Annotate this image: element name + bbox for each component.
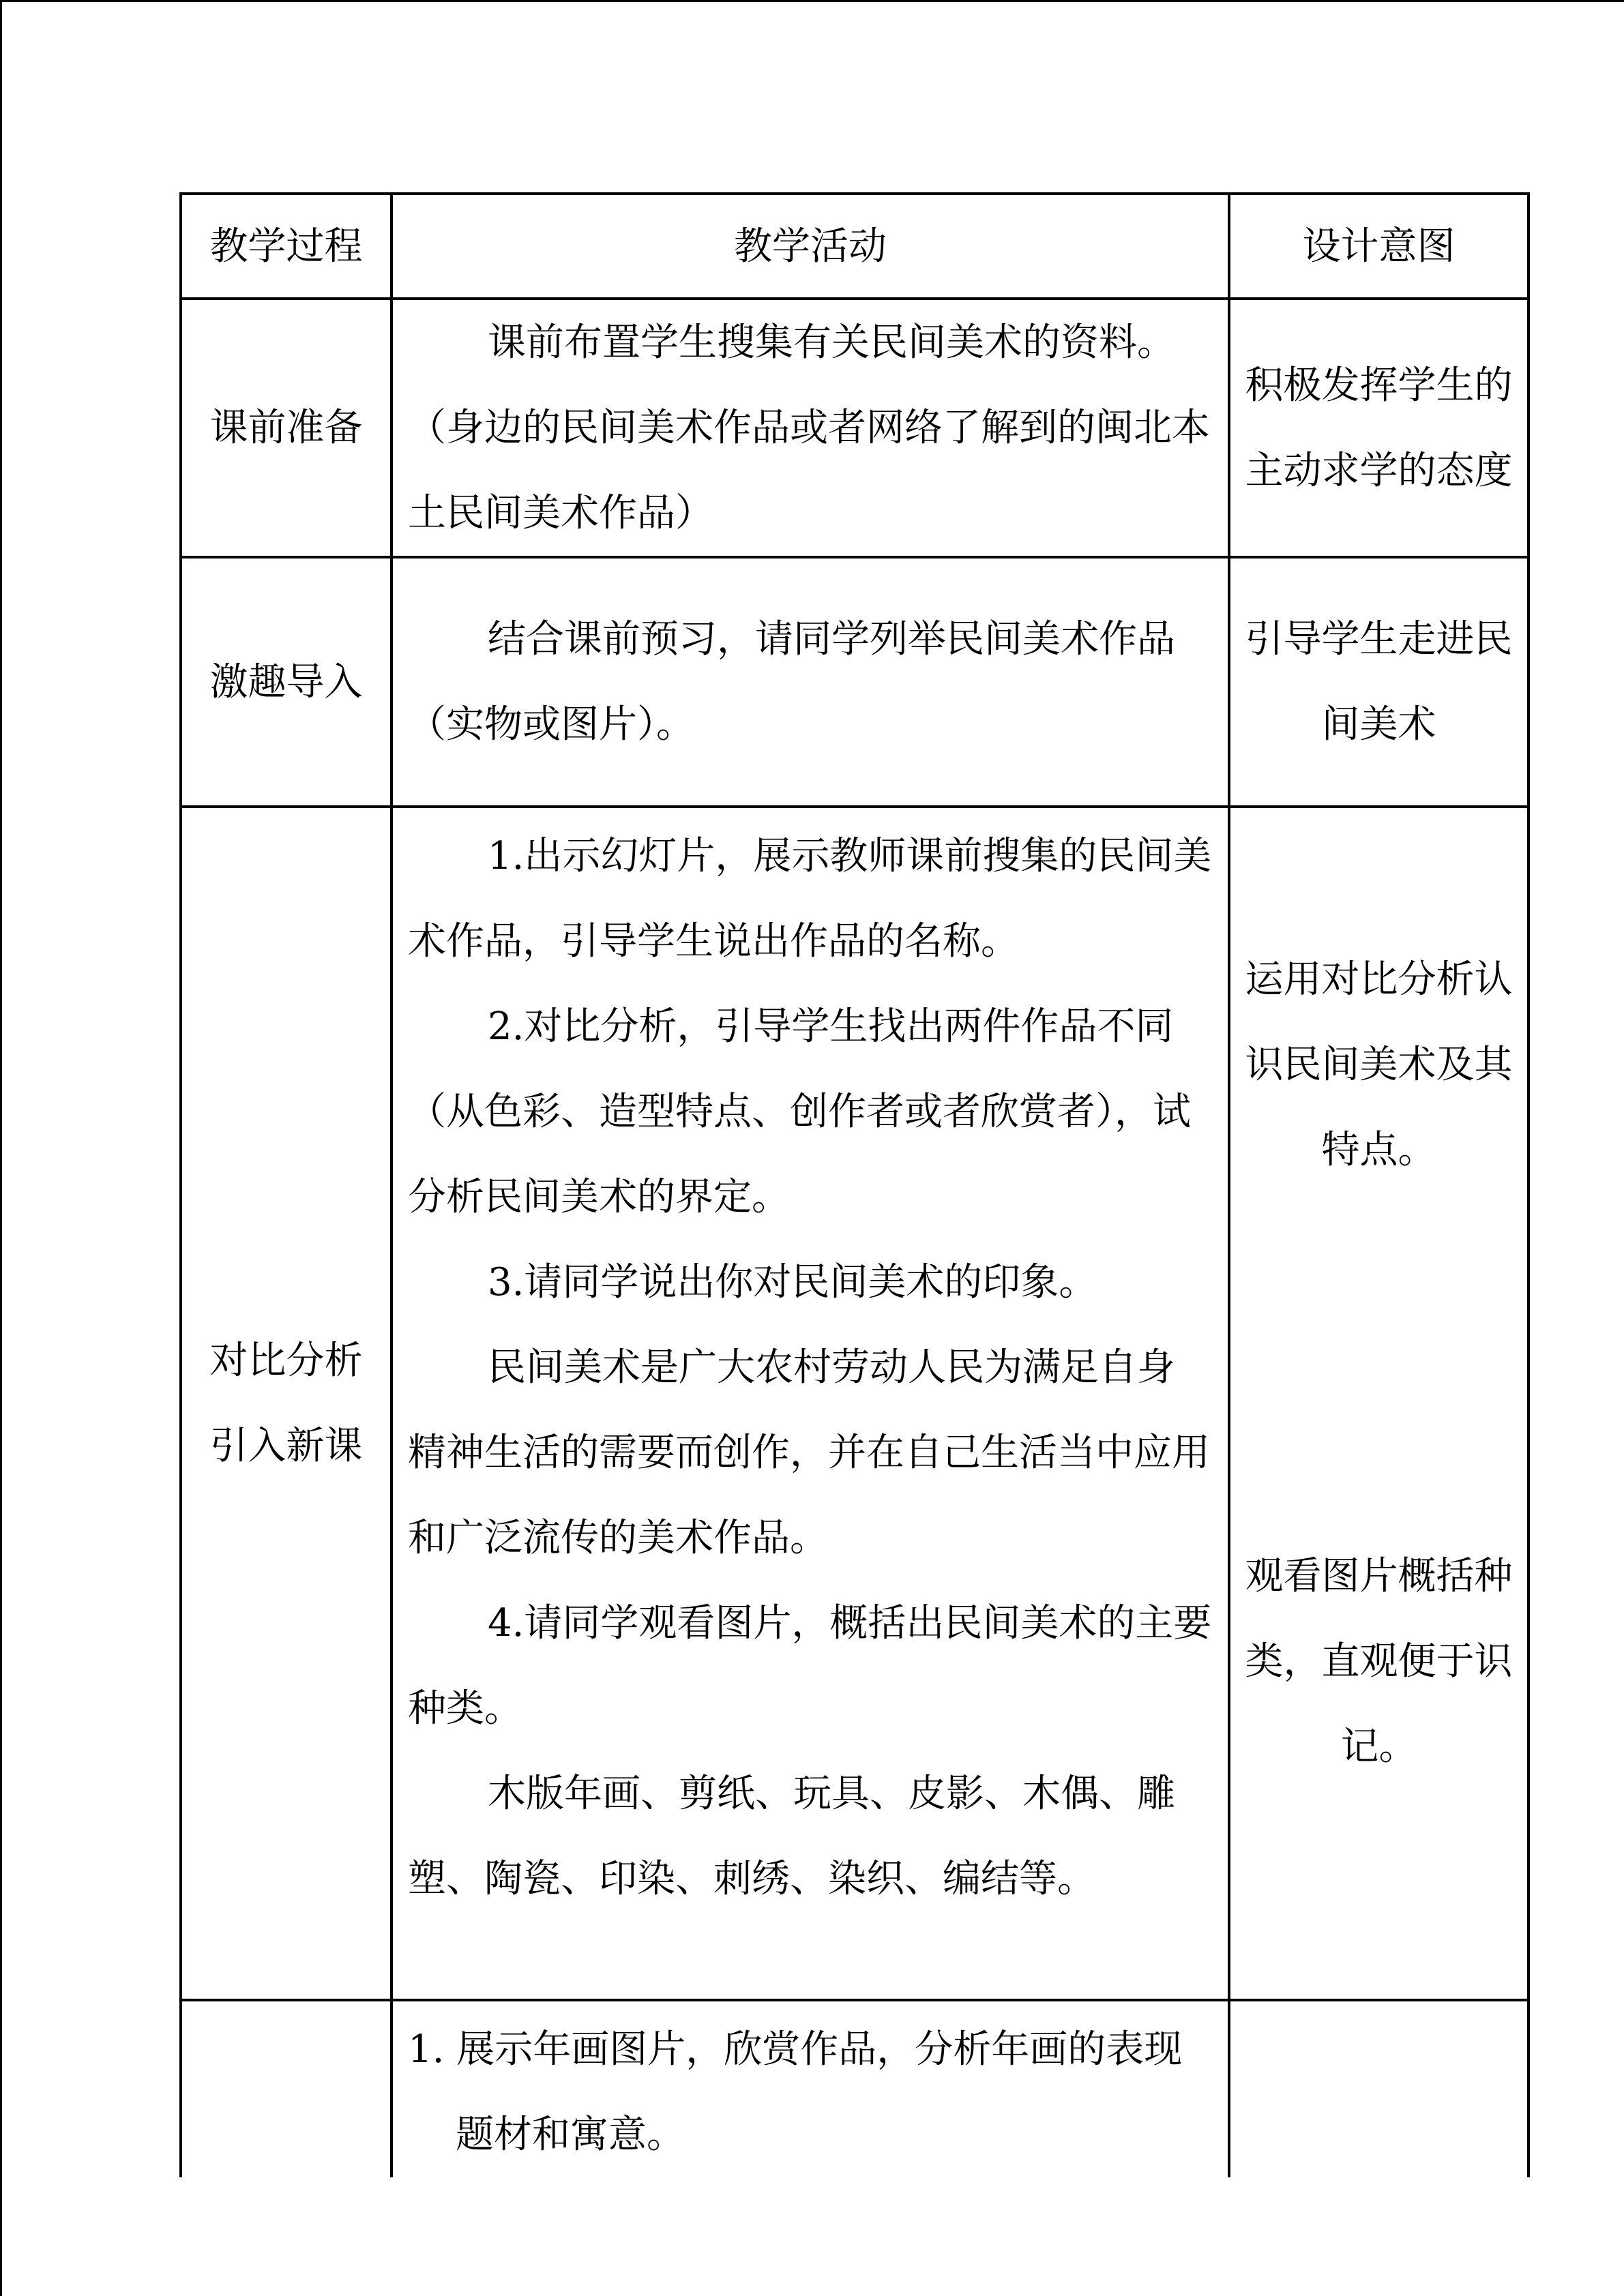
activity-text: 3.请同学说出你对民间美术的印象。 <box>488 1260 1097 1304</box>
stage-cell <box>181 807 392 2000</box>
stage-text: 对比分析 <box>209 1339 363 1383</box>
intent-cell <box>1229 807 1529 2000</box>
activity-cell <box>392 299 1229 557</box>
table-row <box>181 807 1529 2000</box>
activity-text: 结合课前预习，请同学列举民间美术作品（实物或图片）。 <box>408 617 1175 747</box>
activity-cell <box>392 807 1229 2000</box>
stage-text: 引入新课 <box>209 1424 363 1468</box>
intent-cell <box>1229 2000 1529 2177</box>
table-row <box>181 557 1529 807</box>
activity-text: 民间美术是广大农村劳动人民为满足自身精神生活的需要而创作，并在自己生活当中应用和广泛流传的美术作品。 <box>408 1345 1210 1560</box>
intent-text: 积极发挥学生的主动求学的态度 <box>1245 363 1513 493</box>
header-activity: 教学活动 <box>392 194 1229 299</box>
intent-cell <box>1229 299 1529 557</box>
stage-cell <box>181 557 392 807</box>
stage-text: 课前准备 <box>209 406 363 450</box>
lesson-plan-sheet <box>179 192 1513 2157</box>
lesson-plan-table <box>179 192 1530 2177</box>
header-stage: 教学过程 <box>181 194 392 299</box>
activity-text: 4.请同学观看图片，概括出民间美术的主要种类。 <box>408 1601 1212 1731</box>
intent-text: 观看图片概括种类，直观便于识记。 <box>1245 1554 1513 1769</box>
stage-cell <box>181 299 392 557</box>
activity-text: 木版年画、剪纸、玩具、皮影、木偶、雕塑、陶瓷、印染、刺绣、染织、编结等。 <box>408 1772 1175 1901</box>
activity-text: 2.对比分析，引导学生找出两件作品不同（从色彩、造型特点、创作者或者欣赏者），试分析民间美术的界定。 <box>408 1004 1191 1219</box>
header-intent: 设计意图 <box>1229 194 1529 299</box>
table-row <box>181 2000 1529 2177</box>
intent-text: 引导学生走进民间美术 <box>1245 617 1513 747</box>
intent-text: 运用对比分析认识民间美术及其特点。 <box>1245 957 1513 1172</box>
activity-text: 1. 展示年画图片，欣赏作品，分析年画的表现题材和寓意。 <box>408 2027 1183 2157</box>
activity-text: 1.出示幻灯片，展示教师课前搜集的民间美术作品，引导学生说出作品的名称。 <box>408 834 1212 964</box>
stage-cell <box>181 2000 392 2177</box>
activity-cell <box>392 557 1229 807</box>
stage-text: 激趣导入 <box>209 659 363 704</box>
table-header-row <box>181 194 1529 299</box>
intent-cell <box>1229 557 1529 807</box>
table-row <box>181 299 1529 557</box>
activity-cell <box>392 2000 1229 2177</box>
activity-text: 课前布置学生搜集有关民间美术的资料。（身边的民间美术作品或者网络了解到的闽北本土民间美术作品） <box>408 320 1210 535</box>
